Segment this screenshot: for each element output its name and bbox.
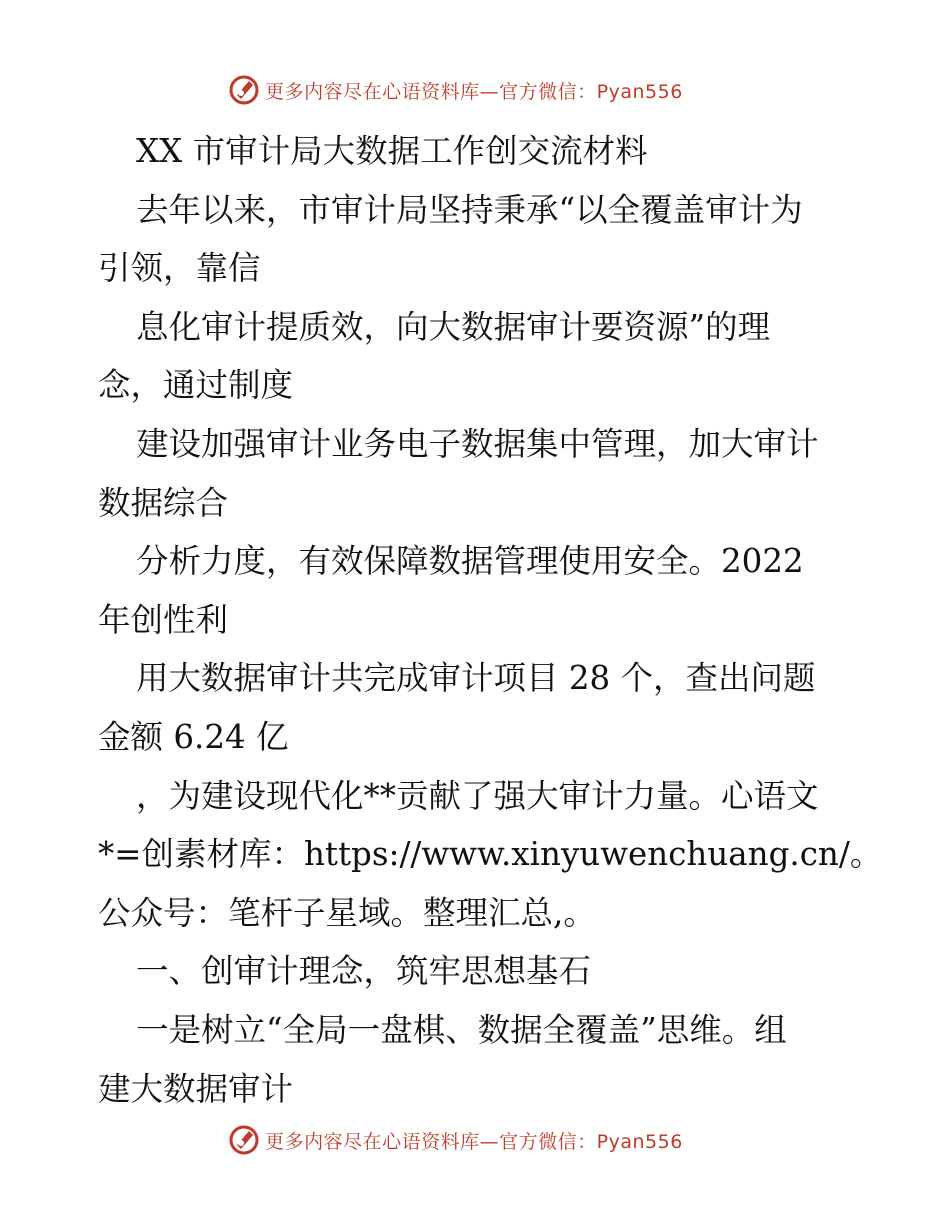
text-line: 建设加强审计业务电子数据集中管理，加大审计 (136, 424, 819, 463)
text-line: 引领，靠信 (98, 249, 261, 288)
text-line: 用大数据审计共完成审计项目 28 个，查出问题 (136, 659, 816, 698)
header-banner-text: 更多内容尽在心语资料库—官方微信：Pyan556 (265, 80, 683, 103)
text-line: 建大数据审计 (98, 1069, 294, 1108)
text-line: 去年以来，市审计局坚持秉承“以全覆盖审计为 (136, 190, 803, 229)
brand-logo-icon (227, 1123, 261, 1157)
text-line: 一是树立“全局一盘棋、数据全覆盖”思维。组 (136, 1010, 787, 1049)
brand-logo-icon (227, 73, 261, 107)
text-line: ，为建设现代化**贡献了强大审计力量。心语文 (136, 776, 819, 815)
text-line: 金额 6.24 亿 (98, 717, 289, 756)
text-line: 分析力度，有效保障数据管理使用安全。2022 (136, 542, 804, 581)
text-line: 年创性利 (98, 600, 229, 639)
text-line: 念，通过制度 (98, 366, 294, 405)
footer-banner (0, 1120, 950, 1160)
document-body (98, 122, 883, 1118)
text-line: *=创素材库：https://www.xinyuwenchuang.cn/。 (98, 835, 883, 874)
header-banner (0, 70, 950, 110)
text-line: 公众号：笔杆子星域。整理汇总,。 (98, 893, 596, 932)
text-line: 数据综合 (98, 483, 229, 522)
text-line: 一、创审计理念，筑牢思想基石 (136, 952, 592, 991)
text-line: XX 市审计局大数据工作创交流材料 (136, 132, 648, 170)
text-line: 息化审计提质效，向大数据审计要资源”的理 (136, 307, 771, 346)
footer-banner-text: 更多内容尽在心语资料库—官方微信：Pyan556 (265, 1130, 683, 1153)
